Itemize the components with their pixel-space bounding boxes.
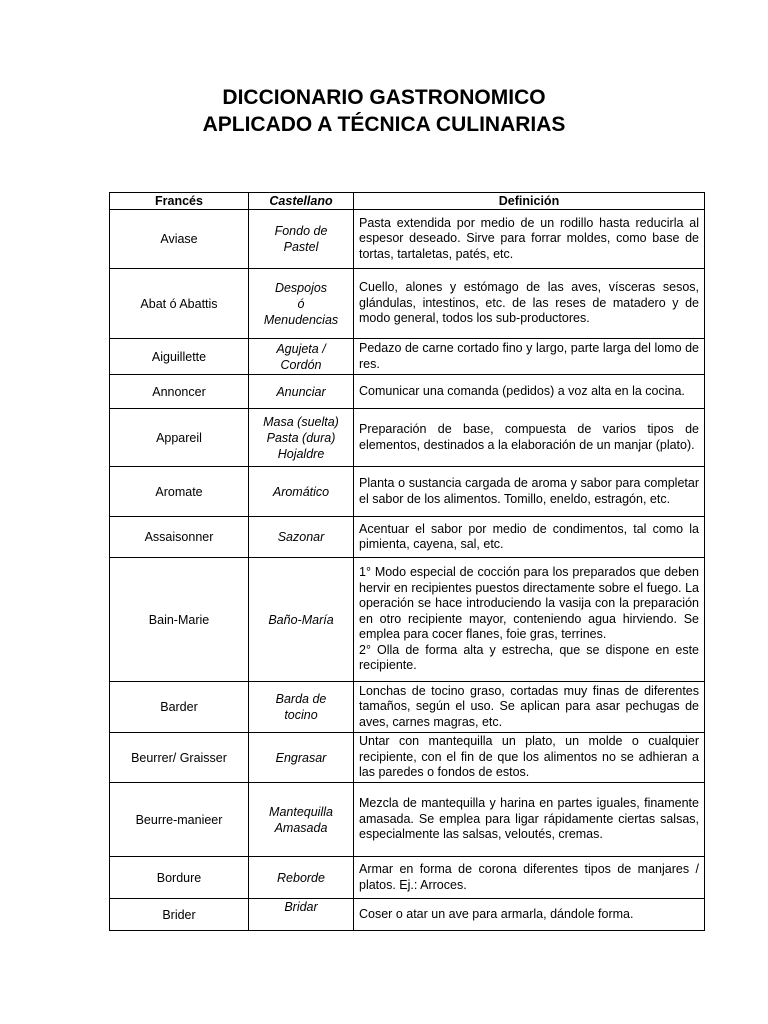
cell-definicion bbox=[354, 467, 705, 517]
table-row bbox=[110, 733, 705, 783]
definicion-paragraph: Preparación de base, compuesta de varios tipos de elementos, destinados a la elaboración de un manjar (plato). bbox=[359, 422, 699, 452]
header-frances: Francés bbox=[110, 193, 249, 210]
castellano-line: Anunciar bbox=[276, 384, 326, 399]
castellano-line: Bridar bbox=[284, 900, 318, 914]
cell-frances: Bain-Marie bbox=[110, 558, 249, 682]
header-castellano: Castellano bbox=[249, 193, 354, 210]
castellano-line: Masa (suelta) bbox=[263, 414, 339, 429]
cell-definicion bbox=[354, 210, 705, 269]
title-line-2: APLICADO A TÉCNICA CULINARIAS bbox=[202, 113, 566, 136]
cell-frances: Bordure bbox=[110, 857, 249, 899]
cell-castellano bbox=[249, 558, 354, 682]
cell-castellano bbox=[249, 783, 354, 857]
cell-frances: Abat ó Abattis bbox=[110, 269, 249, 339]
castellano-line: Fondo de bbox=[274, 224, 328, 238]
castellano-line: Hojaldre bbox=[277, 446, 325, 461]
cell-frances: Annoncer bbox=[110, 375, 249, 409]
castellano-line: Engrasar bbox=[275, 750, 327, 765]
castellano-line: Despojos bbox=[274, 280, 328, 295]
cell-castellano bbox=[249, 733, 354, 783]
definicion-paragraph: Lonchas de tocino graso, cortadas muy finas de diferentes tamaños, según el uso. Se aplican para asar pechugas de aves, carnes magras, etc. bbox=[359, 683, 699, 729]
castellano-line: Amasada bbox=[274, 820, 328, 835]
cell-castellano bbox=[249, 857, 354, 899]
castellano-line: Baño-María bbox=[268, 612, 334, 627]
castellano-line: Aromático bbox=[272, 484, 330, 499]
cell-castellano bbox=[249, 682, 354, 733]
cell-castellano bbox=[249, 467, 354, 517]
castellano-line: tocino bbox=[284, 708, 318, 722]
cell-definicion bbox=[354, 783, 705, 857]
cell-definicion bbox=[354, 269, 705, 339]
cell-definicion bbox=[354, 339, 705, 375]
definicion-paragraph: 2° Olla de forma alta y estrecha, que se dispone en este recipiente. bbox=[359, 642, 699, 673]
definicion-paragraph: 1° Modo especial de cocción para los preparados que deben hervir en recipientes puestos directamente sobre el fuego. La operación se hace introduciendo la vasija con la preparación en otro recipiente mayor, conteniendo agua hirviendo. Se emplea para cocer flanes, foie gras, terrines. bbox=[359, 565, 699, 642]
table-row bbox=[110, 857, 705, 899]
cell-frances: Aiguillette bbox=[110, 339, 249, 375]
table-row bbox=[110, 558, 705, 682]
castellano-line: Barda de bbox=[275, 692, 327, 706]
dictionary-table bbox=[109, 192, 705, 931]
table-row bbox=[110, 375, 705, 409]
definicion-paragraph: Comunicar una comanda (pedidos) a voz alta en la cocina. bbox=[359, 383, 685, 398]
table-row bbox=[110, 210, 705, 269]
table-row bbox=[110, 783, 705, 857]
table-row bbox=[110, 409, 705, 467]
castellano-line: Pasta (dura) bbox=[266, 430, 336, 445]
cell-castellano bbox=[249, 210, 354, 269]
cell-definicion bbox=[354, 558, 705, 682]
definicion-paragraph: Coser o atar un ave para armarla, dándole forma. bbox=[359, 906, 634, 921]
definicion-paragraph: Pedazo de carne cortado fino y largo, parte larga del lomo de res. bbox=[359, 341, 699, 371]
cell-castellano bbox=[249, 339, 354, 375]
cell-castellano bbox=[249, 517, 354, 558]
cell-castellano bbox=[249, 409, 354, 467]
castellano-line: Menudencias bbox=[263, 312, 339, 327]
cell-definicion bbox=[354, 517, 705, 558]
castellano-line: ó bbox=[297, 296, 305, 311]
table-row bbox=[110, 682, 705, 733]
table-row bbox=[110, 517, 705, 558]
table-row bbox=[110, 269, 705, 339]
cell-definicion bbox=[354, 409, 705, 467]
table-header-row bbox=[110, 193, 705, 210]
cell-castellano bbox=[249, 269, 354, 339]
definicion-paragraph: Acentuar el sabor por medio de condimentos, tal como la pimienta, cayena, sal, etc. bbox=[359, 521, 699, 551]
definicion-paragraph: Untar con mantequilla un plato, un molde o cualquier recipiente, con el fin de que los alimentos no se adhieran a las paredes o fondos de estos. bbox=[359, 734, 699, 780]
cell-castellano bbox=[249, 375, 354, 409]
header-definicion: Definición bbox=[354, 193, 705, 210]
document-title bbox=[0, 84, 768, 138]
definicion-paragraph: Cuello, alones y estómago de las aves, vísceras sesos, glándulas, intestinos, etc. de las reses de matadero y de modo general, todos los sub-productores. bbox=[359, 280, 699, 326]
definicion-paragraph: Mezcla de mantequilla y harina en partes iguales, finamente amasada. Se emplea para ligar rápidamente ciertas salsas, especialmente las salsas, veloutés, cremas. bbox=[359, 796, 699, 842]
definicion-paragraph: Armar en forma de corona diferentes tipos de manjares / platos. Ej.: Arroces. bbox=[359, 862, 699, 892]
castellano-line: Cordón bbox=[280, 357, 322, 372]
castellano-line: Pastel bbox=[283, 240, 319, 254]
table-row bbox=[110, 899, 705, 931]
cell-frances: Brider bbox=[110, 899, 249, 931]
cell-definicion bbox=[354, 899, 705, 931]
definicion-paragraph: Planta o sustancia cargada de aroma y sabor para completar el sabor de los alimentos. Tomillo, eneldo, estragón, etc. bbox=[359, 476, 699, 506]
cell-frances: Beurre-manieer bbox=[110, 783, 249, 857]
cell-frances: Aviase bbox=[110, 210, 249, 269]
cell-frances: Barder bbox=[110, 682, 249, 733]
table-row bbox=[110, 467, 705, 517]
castellano-line: Mantequilla bbox=[269, 804, 333, 819]
cell-definicion bbox=[354, 375, 705, 409]
table-body bbox=[110, 210, 705, 931]
cell-definicion bbox=[354, 733, 705, 783]
cell-definicion bbox=[354, 682, 705, 733]
definicion-paragraph: Pasta extendida por medio de un rodillo hasta reducirla al espesor deseado. Sirve para forrar moldes, como base de tortas, tartaletas, patés, etc. bbox=[359, 215, 699, 261]
cell-definicion bbox=[354, 857, 705, 899]
title-line-1: DICCIONARIO GASTRONOMICO bbox=[222, 86, 546, 109]
castellano-line: Agujeta / bbox=[276, 341, 326, 356]
castellano-line: Reborde bbox=[277, 870, 325, 885]
cell-frances: Aromate bbox=[110, 467, 249, 517]
cell-frances: Beurrer/ Graisser bbox=[110, 733, 249, 783]
cell-castellano bbox=[249, 899, 354, 931]
cell-frances: Assaisonner bbox=[110, 517, 249, 558]
table-row bbox=[110, 339, 705, 375]
cell-frances: Appareil bbox=[110, 409, 249, 467]
castellano-line: Sazonar bbox=[277, 530, 325, 544]
